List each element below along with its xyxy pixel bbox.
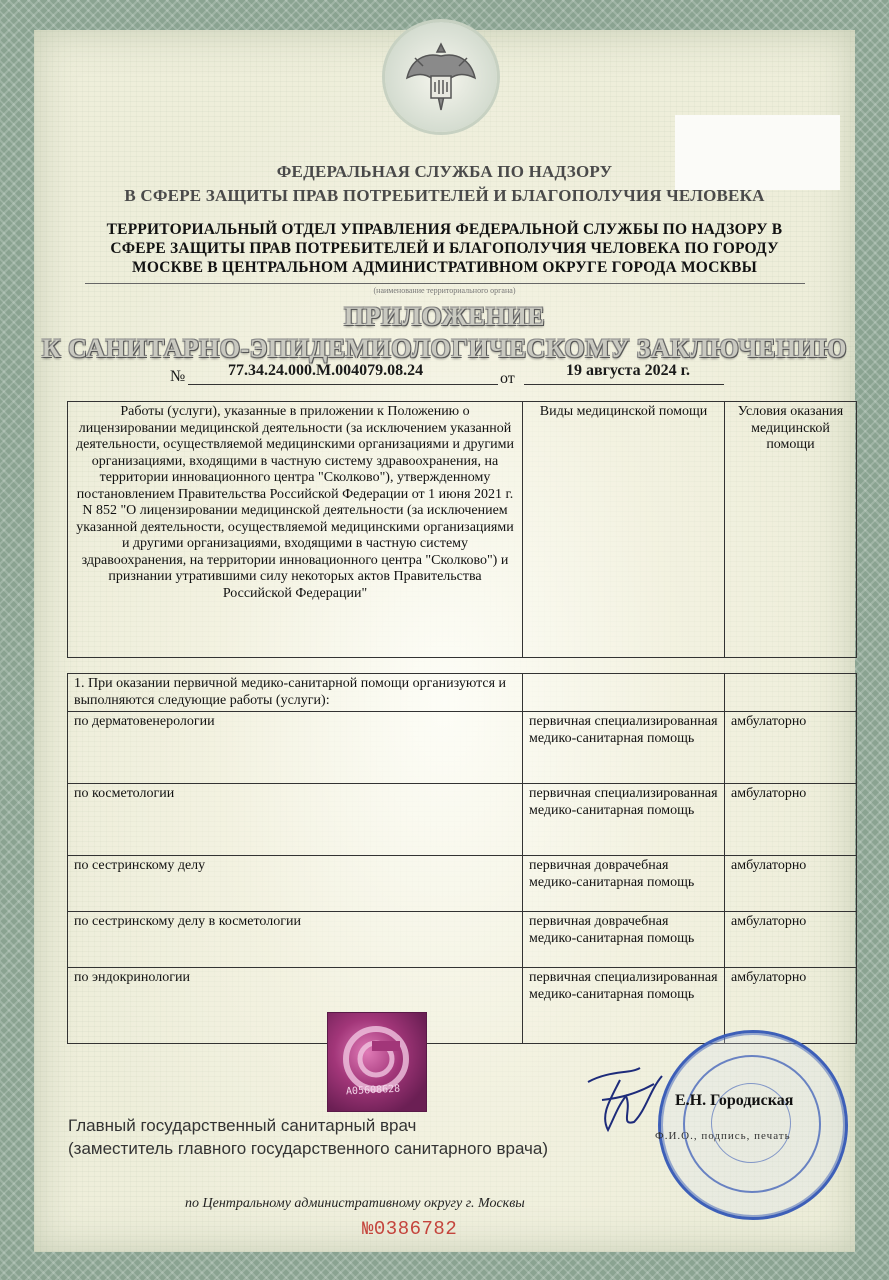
care-type-cell: первичная специализированная медико-санитарная помощь	[523, 968, 725, 1044]
condition-cell: амбулаторно	[725, 912, 857, 968]
department-name: ТЕРРИТОРИАЛЬНЫЙ ОТДЕЛ УПРАВЛЕНИЯ ФЕДЕРАЛЬНОЙ СЛУЖБЫ ПО НАДЗОРУ В СФЕРЕ ЗАЩИТЫ ПРАВ ПОТРЕБИТЕЛЕЙ И БЛАГОПОЛУЧИЯ ЧЕЛОВЕКА ПО ГОРОДУ МОСКВЕ В ЦЕНТРАЛЬНОМ АДМИНИСТРАТИВНОМ ОКРУГЕ ГОРОДА МОСКВЫ	[106, 221, 783, 276]
work-cell: по сестринскому делу в косметологии	[68, 912, 523, 968]
section-row	[68, 674, 857, 712]
department-caption: (наименование территориального органа)	[373, 286, 516, 295]
header-col-type: Виды медицинской помощи	[523, 402, 725, 658]
care-type-cell: первичная специализированная медико-санитарная помощь	[523, 784, 725, 856]
table-row	[68, 856, 857, 912]
condition-cell: амбулаторно	[725, 784, 857, 856]
care-type-cell: первичная доврачебная медико-санитарная помощь	[523, 912, 725, 968]
care-type-cell: первичная доврачебная медико-санитарная помощь	[523, 856, 725, 912]
hologram-number: A05608628	[345, 1083, 401, 1098]
work-cell: по эндокринологии	[68, 968, 523, 1044]
table-row	[68, 712, 857, 784]
care-type-cell: первичная специализированная медико-санитарная помощь	[523, 712, 725, 784]
work-cell: по косметологии	[68, 784, 523, 856]
hologram-sticker	[327, 1012, 427, 1112]
number-label: №	[170, 368, 186, 385]
agency-name: ФЕДЕРАЛЬНАЯ СЛУЖБА ПО НАДЗОРУ В СФЕРЕ ЗАЩИТЫ ПРАВ ПОТРЕБИТЕЛЕЙ И БЛАГОПОЛУЧИЯ ЧЕЛОВЕКА	[124, 162, 765, 205]
document-number-line	[170, 362, 730, 392]
signature-caption: Ф.И.О., подпись, печать	[655, 1130, 791, 1142]
header-col-conditions: Условия оказания медицинской помощи	[725, 402, 857, 658]
signer-name: Е.Н. Городиская	[675, 1092, 794, 1109]
header-col-works: Работы (услуги), указанные в приложении к Положению о лицензировании медицинской деятельности (за исключением указанной деятельности, осуществляемой медицинскими организациями и другими организациями, входящими в частную систему здравоохранения, на территории инновационного центра "Сколково"), утвержденному постановлением Правительства Российской Федерации от 1 июня 2021 г. N 852 "О лицензировании медицинской деятельности (за исключением указанной деятельности, осуществляемой медицинскими организациями и другими организациями, входящими в частную систему здравоохранения, на территории инновационного центра "Сколково") и признании утратившими силу некоторых актов Правительства Российской Федерации"	[68, 402, 523, 658]
condition-cell: амбулаторно	[725, 968, 857, 1044]
form-serial-number: №0386782	[362, 1218, 458, 1240]
officer-title: Главный государственный санитарный врач	[68, 1116, 417, 1135]
document-subtitle: К САНИТАРНО-ЭПИДЕМИОЛОГИЧЕСКОМУ ЗАКЛЮЧЕНИЮ	[41, 334, 848, 363]
from-label: от	[500, 370, 515, 387]
table-row	[68, 784, 857, 856]
table-row	[68, 912, 857, 968]
work-cell: по сестринскому делу	[68, 856, 523, 912]
condition-cell: амбулаторно	[725, 856, 857, 912]
department-underline	[85, 283, 805, 284]
district-line: по Центральному административному округу г. Москвы	[185, 1196, 525, 1211]
condition-cell: амбулаторно	[725, 712, 857, 784]
document-number: 77.34.24.000.М.004079.08.24	[228, 362, 424, 379]
officer-title-alt: (заместитель главного государственного санитарного врача)	[68, 1139, 548, 1158]
document-title: ПРИЛОЖЕНИЕ	[343, 302, 546, 331]
signature-icon	[580, 1060, 670, 1140]
services-table	[67, 673, 857, 1044]
header-table	[67, 401, 857, 658]
round-seal-stamp	[658, 1030, 848, 1220]
document-date: 19 августа 2024 г.	[566, 362, 691, 379]
section-title: 1. При оказании первичной медико-санитарной помощи организуются и выполняются следующие работы (услуги):	[68, 674, 523, 712]
work-cell: по дерматовенерологии	[68, 712, 523, 784]
coat-of-arms-emblem	[385, 22, 497, 132]
